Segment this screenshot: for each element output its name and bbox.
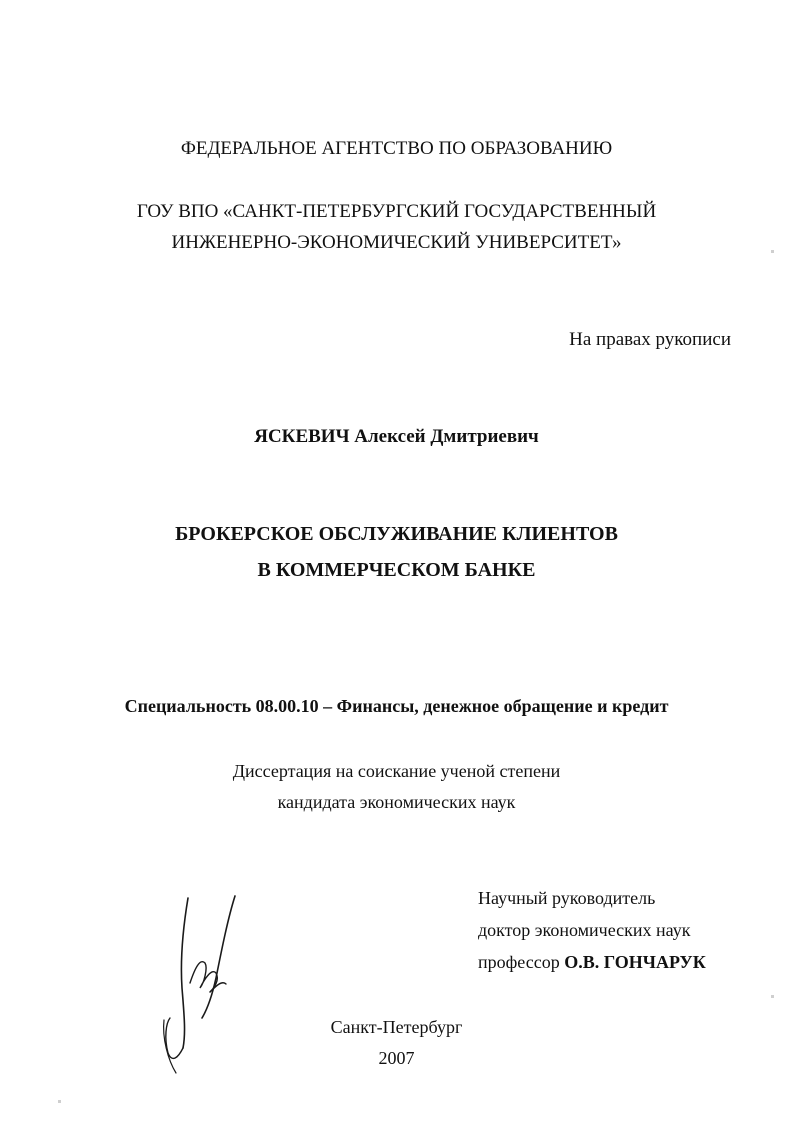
dissertation-degree-line1: Диссертация на соискание ученой степени <box>232 761 561 781</box>
supervisor-name-line <box>478 950 706 974</box>
author-given-names: Алексей Дмитриевич <box>354 426 539 447</box>
scan-artifact <box>771 995 774 998</box>
agency-name: ФЕДЕРАЛЬНОЕ АГЕНТСТВО ПО ОБРАЗОВАНИЮ <box>180 138 613 159</box>
university-name-line2: ИНЖЕНЕРНО-ЭКОНОМИЧЕСКИЙ УНИВЕРСИТЕТ» <box>171 232 622 253</box>
author-name <box>0 425 793 449</box>
university-name-line1: ГОУ ВПО «САНКТ-ПЕТЕРБУРГСКИЙ ГОСУДАРСТВЕННЫЙ <box>136 201 657 222</box>
scan-artifact <box>771 250 774 253</box>
author-surname: ЯСКЕВИЧ <box>254 426 350 447</box>
city: Санкт-Петербург <box>330 1017 463 1037</box>
supervisor-name: О.В. ГОНЧАРУК <box>564 952 706 972</box>
year: 2007 <box>378 1048 415 1068</box>
dissertation-title-line2: В КОММЕРЧЕСКОМ БАНКЕ <box>257 559 536 581</box>
manuscript-note: На правах рукописи <box>569 329 731 350</box>
supervisor-role: Научный руководитель <box>478 888 656 908</box>
dissertation-title-line1: БРОКЕРСКОЕ ОБСЛУЖИВАНИЕ КЛИЕНТОВ <box>175 523 618 545</box>
dissertation-degree-line2: кандидата экономических наук <box>277 792 516 812</box>
specialty-line: Специальность 08.00.10 – Финансы, денежное обращение и кредит <box>124 696 669 716</box>
scan-artifact <box>58 1100 61 1103</box>
supervisor-title: профессор <box>478 952 560 972</box>
supervisor-degree: доктор экономических наук <box>478 920 691 940</box>
